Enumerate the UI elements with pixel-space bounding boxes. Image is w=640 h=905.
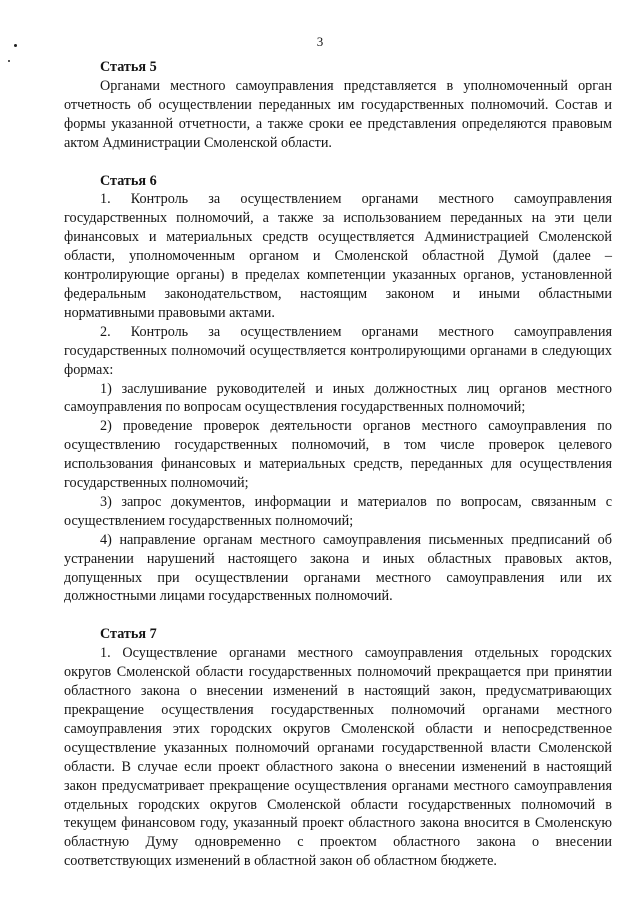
list-item: 3) запрос документов, информации и материалов по вопросам, связанным с осуществлением государственных полномочий; xyxy=(64,493,612,529)
article-6 xyxy=(64,172,612,607)
list-item: 1) заслушивание руководителей и иных должностных лиц органов местного самоуправления по вопросам осуществления государственных полномочий; xyxy=(64,380,612,416)
scan-mark xyxy=(14,44,17,47)
page-number: 3 xyxy=(316,34,324,49)
paragraph: Органами местного самоуправления представляется в уполномоченный орган отчетность об осуществлении переданных им государственных полномочий. Состав и формы указанной отчетности, а также сроки ее представления определяются правовым актом Администрации Смоленской области. xyxy=(64,77,612,151)
article-7 xyxy=(64,625,612,871)
scan-mark xyxy=(8,60,10,62)
article-heading: Статья 6 xyxy=(100,172,157,189)
article-heading: Статья 5 xyxy=(100,59,157,75)
paragraph: 1. Осуществление органами местного самоуправления отдельных городских округов Смоленской области государственных полномочий прекращается при принятии областного закона о внесении изменений в настоящий закон, предусматривающих прекращение осуществления государственных полномочий органами местного самоуправления этих городских округов Смоленской области и непосредственное осуществление указанных полномочий органами государственной власти Смоленской области. В случае если проект областного закона о внесении изменений в настоящий закон предусматривает прекращение осуществления органами местного самоуправления отдельных городских округов Смоленской области государственных полномочий в текущем финансовом году, указанный проект областного закона вносится в Смоленскую областную Думу одновременно с проектом областного закона о внесении соответствующих изменений в областной закон об областном бюджете. xyxy=(64,645,612,870)
list-item: 4) направление органам местного самоуправления письменных предписаний об устранении нарушений настоящего закона и иных областных правовых актов, допущенных при осуществлении органами местного самоуправления или их должностными лицами государственных полномочий. xyxy=(64,531,612,605)
paragraph: 1. Контроль за осуществлением органами местного самоуправления государственных полномочий, а также за использованием переданных на эти цели финансовых и материальных средств осуществляется Администрацией Смоленской области, уполномоченным органом и Смоленской областной Думой (далее – контролирующие органы) в пределах компетенции указанных органов, установленной федеральным законодательством, настоящим законом и иными областными нормативными правовыми актами. xyxy=(64,191,612,321)
list-item: 2) проведение проверок деятельности органов местного самоуправления по осуществлению государственных полномочий, в том числе проверок целевого использования финансовых и материальных средств, переданных для осуществления государственных полномочий; xyxy=(64,418,612,492)
document-body xyxy=(64,58,612,871)
article-heading: Статья 7 xyxy=(100,626,157,643)
paragraph: 2. Контроль за осуществлением органами местного самоуправления государственных полномочий осуществляется контролирующими органами в следующих формах: xyxy=(64,323,612,378)
article-5 xyxy=(64,58,612,153)
